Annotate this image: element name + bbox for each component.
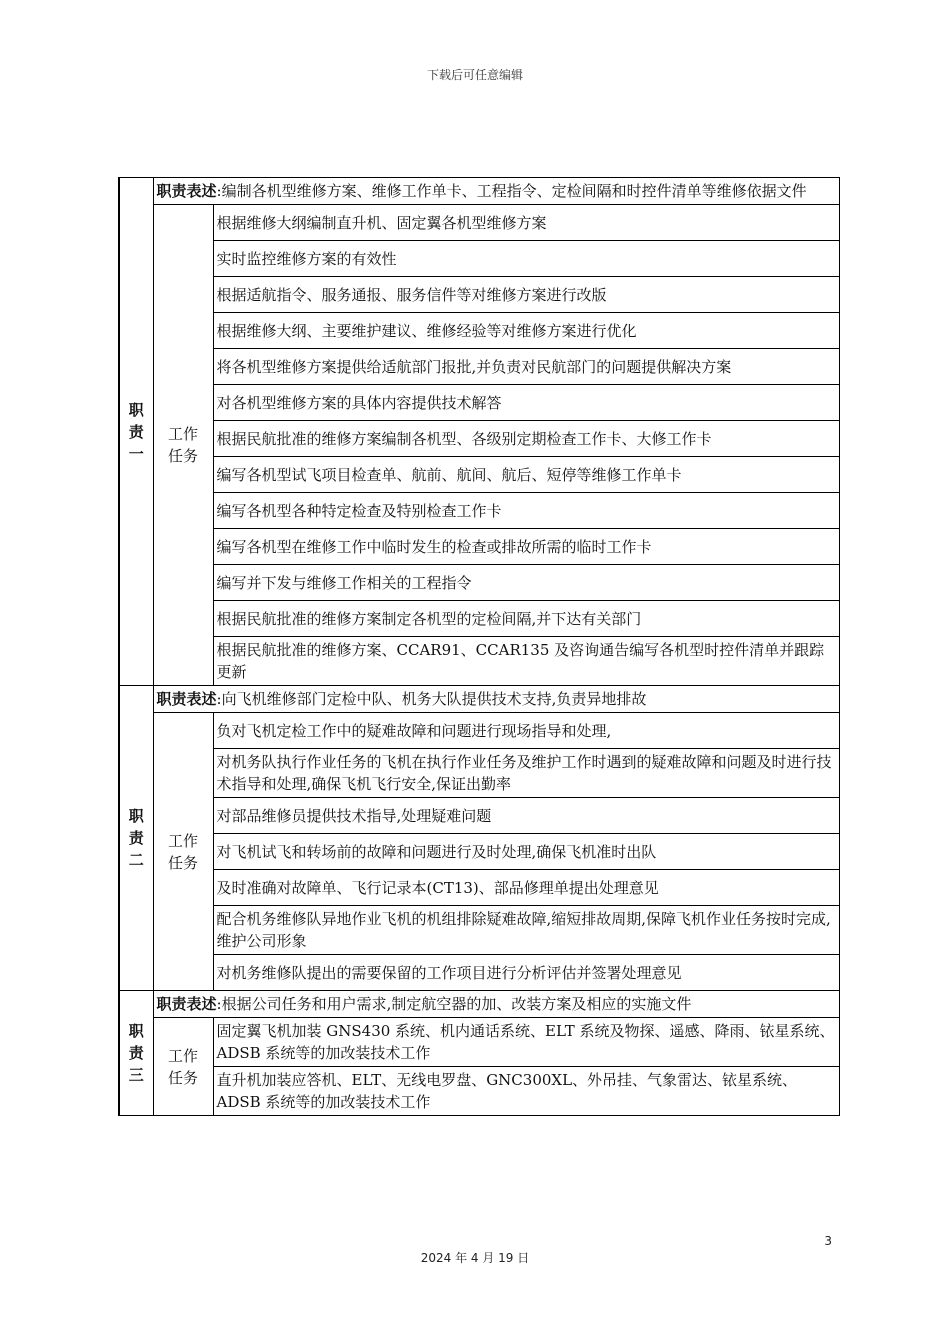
description-key: 职责表述 [156, 690, 217, 708]
task-item: 编写各机型在维修工作中临时发生的检查或排故所需的临时工作卡 [213, 529, 840, 565]
section-label [119, 178, 153, 686]
task-item: 固定翼飞机加装 GNS430 系统、机内通话系统、ELT 系统及物探、遥感、降雨、铱星系统、ADSB 系统等的加改装技术工作 [213, 1018, 840, 1067]
section-description [153, 991, 840, 1018]
task-item: 及时准确对故障单、飞行记录本(CT13)、部品修理单提出处理意见 [213, 870, 840, 906]
task-row [119, 565, 840, 601]
description-text: :根据公司任务和用户需求,制定航空器的加、改装方案及相应的实施文件 [216, 995, 692, 1013]
section-description [153, 686, 840, 713]
task-item: 根据适航指令、服务通报、服务信件等对维修方案进行改版 [213, 277, 840, 313]
description-key: 职责表述 [156, 995, 217, 1013]
task-item: 对机务维修队提出的需要保留的工作项目进行分析评估并签署处理意见 [213, 955, 840, 991]
task-label [153, 205, 213, 686]
task-row [119, 601, 840, 637]
task-row [119, 1018, 840, 1067]
task-row [119, 277, 840, 313]
task-item: 编写各机型试飞项目检查单、航前、航间、航后、短停等维修工作单卡 [213, 457, 840, 493]
task-item: 对各机型维修方案的具体内容提供技术解答 [213, 385, 840, 421]
section-label-char: 职 [128, 807, 144, 825]
task-row [119, 205, 840, 241]
duty-table [118, 177, 840, 1116]
task-row [119, 870, 840, 906]
section-label [119, 991, 153, 1116]
task-row [119, 834, 840, 870]
page-number: 3 [824, 1234, 832, 1248]
header-note: 下载后可任意编辑 [426, 68, 523, 82]
section-description-row [119, 686, 840, 713]
section-label [119, 686, 153, 991]
footer-date: 2024 年 4 月 19 日 [420, 1251, 530, 1265]
section-label-char: 职 [128, 400, 144, 419]
task-row [119, 906, 840, 955]
task-item: 负对飞机定检工作中的疑难故障和问题进行现场指导和处理, [213, 713, 840, 749]
task-row [119, 349, 840, 385]
task-row [119, 637, 840, 686]
task-item: 配合机务维修队异地作业飞机的机组排除疑难故障,缩短排故周期,保障飞机作业任务按时完成,维护公司形象 [213, 906, 840, 955]
task-label-line: 工作 [167, 831, 198, 850]
task-row [119, 955, 840, 991]
description-text: :编制各机型维修方案、维修工作单卡、工程指令、定检间隔和时控件清单等维修依据文件 [216, 182, 807, 200]
task-row [119, 385, 840, 421]
task-item: 根据民航批准的维修方案制定各机型的定检间隔,并下达有关部门 [213, 601, 840, 637]
task-label [153, 1018, 213, 1116]
task-item: 根据维修大纲、主要维护建议、维修经验等对维修方案进行优化 [213, 313, 840, 349]
task-label-line: 工作 [167, 425, 198, 443]
section-label-char: 二 [128, 851, 144, 869]
section-label-char: 一 [128, 444, 144, 463]
task-label-line: 任务 [167, 447, 198, 465]
task-row [119, 1067, 840, 1116]
task-item: 编写并下发与维修工作相关的工程指令 [213, 565, 840, 601]
task-row [119, 749, 840, 798]
task-item: 根据民航批准的维修方案编制各机型、各级别定期检查工作卡、大修工作卡 [213, 421, 840, 457]
section-label-char: 责 [128, 829, 144, 847]
task-row [119, 457, 840, 493]
description-text: :向飞机维修部门定检中队、机务大队提供技术支持,负责异地排故 [216, 690, 647, 708]
task-row [119, 421, 840, 457]
section-label-char: 三 [128, 1066, 144, 1084]
task-label-line: 任务 [167, 1068, 198, 1087]
task-label-line: 工作 [167, 1046, 198, 1065]
task-item: 对飞机试飞和转场前的故障和问题进行及时处理,确保飞机准时出队 [213, 834, 840, 870]
task-item: 对部品维修员提供技术指导,处理疑难问题 [213, 798, 840, 834]
task-row [119, 713, 840, 749]
task-item: 将各机型维修方案提供给适航部门报批,并负责对民航部门的问题提供解决方案 [213, 349, 840, 385]
section-label-char: 职 [128, 1022, 144, 1040]
section-description-row [119, 991, 840, 1018]
task-item: 编写各机型各种特定检查及特别检查工作卡 [213, 493, 840, 529]
section-description [153, 178, 840, 205]
section-label-char: 责 [128, 422, 144, 441]
task-row [119, 313, 840, 349]
task-item: 直升机加装应答机、ELT、无线电罗盘、GNC300XL、外吊挂、气象雷达、铱星系统、ADSB 系统等的加改装技术工作 [213, 1067, 840, 1116]
task-item: 实时监控维修方案的有效性 [213, 241, 840, 277]
task-item: 根据维修大纲编制直升机、固定翼各机型维修方案 [213, 205, 840, 241]
section-label-char: 责 [128, 1044, 144, 1062]
task-row [119, 798, 840, 834]
task-row [119, 241, 840, 277]
task-label-line: 任务 [167, 853, 198, 872]
task-row [119, 529, 840, 565]
task-item: 对机务队执行作业任务的飞机在执行作业任务及维护工作时遇到的疑难故障和问题及时进行技术指导和处理,确保飞机飞行安全,保证出勤率 [213, 749, 840, 798]
task-item: 根据民航批准的维修方案、CCAR91、CCAR135 及咨询通告编写各机型时控件清单并跟踪更新 [213, 637, 840, 686]
task-row [119, 493, 840, 529]
task-label [153, 713, 213, 991]
section-description-row [119, 178, 840, 205]
description-key: 职责表述 [156, 182, 217, 200]
